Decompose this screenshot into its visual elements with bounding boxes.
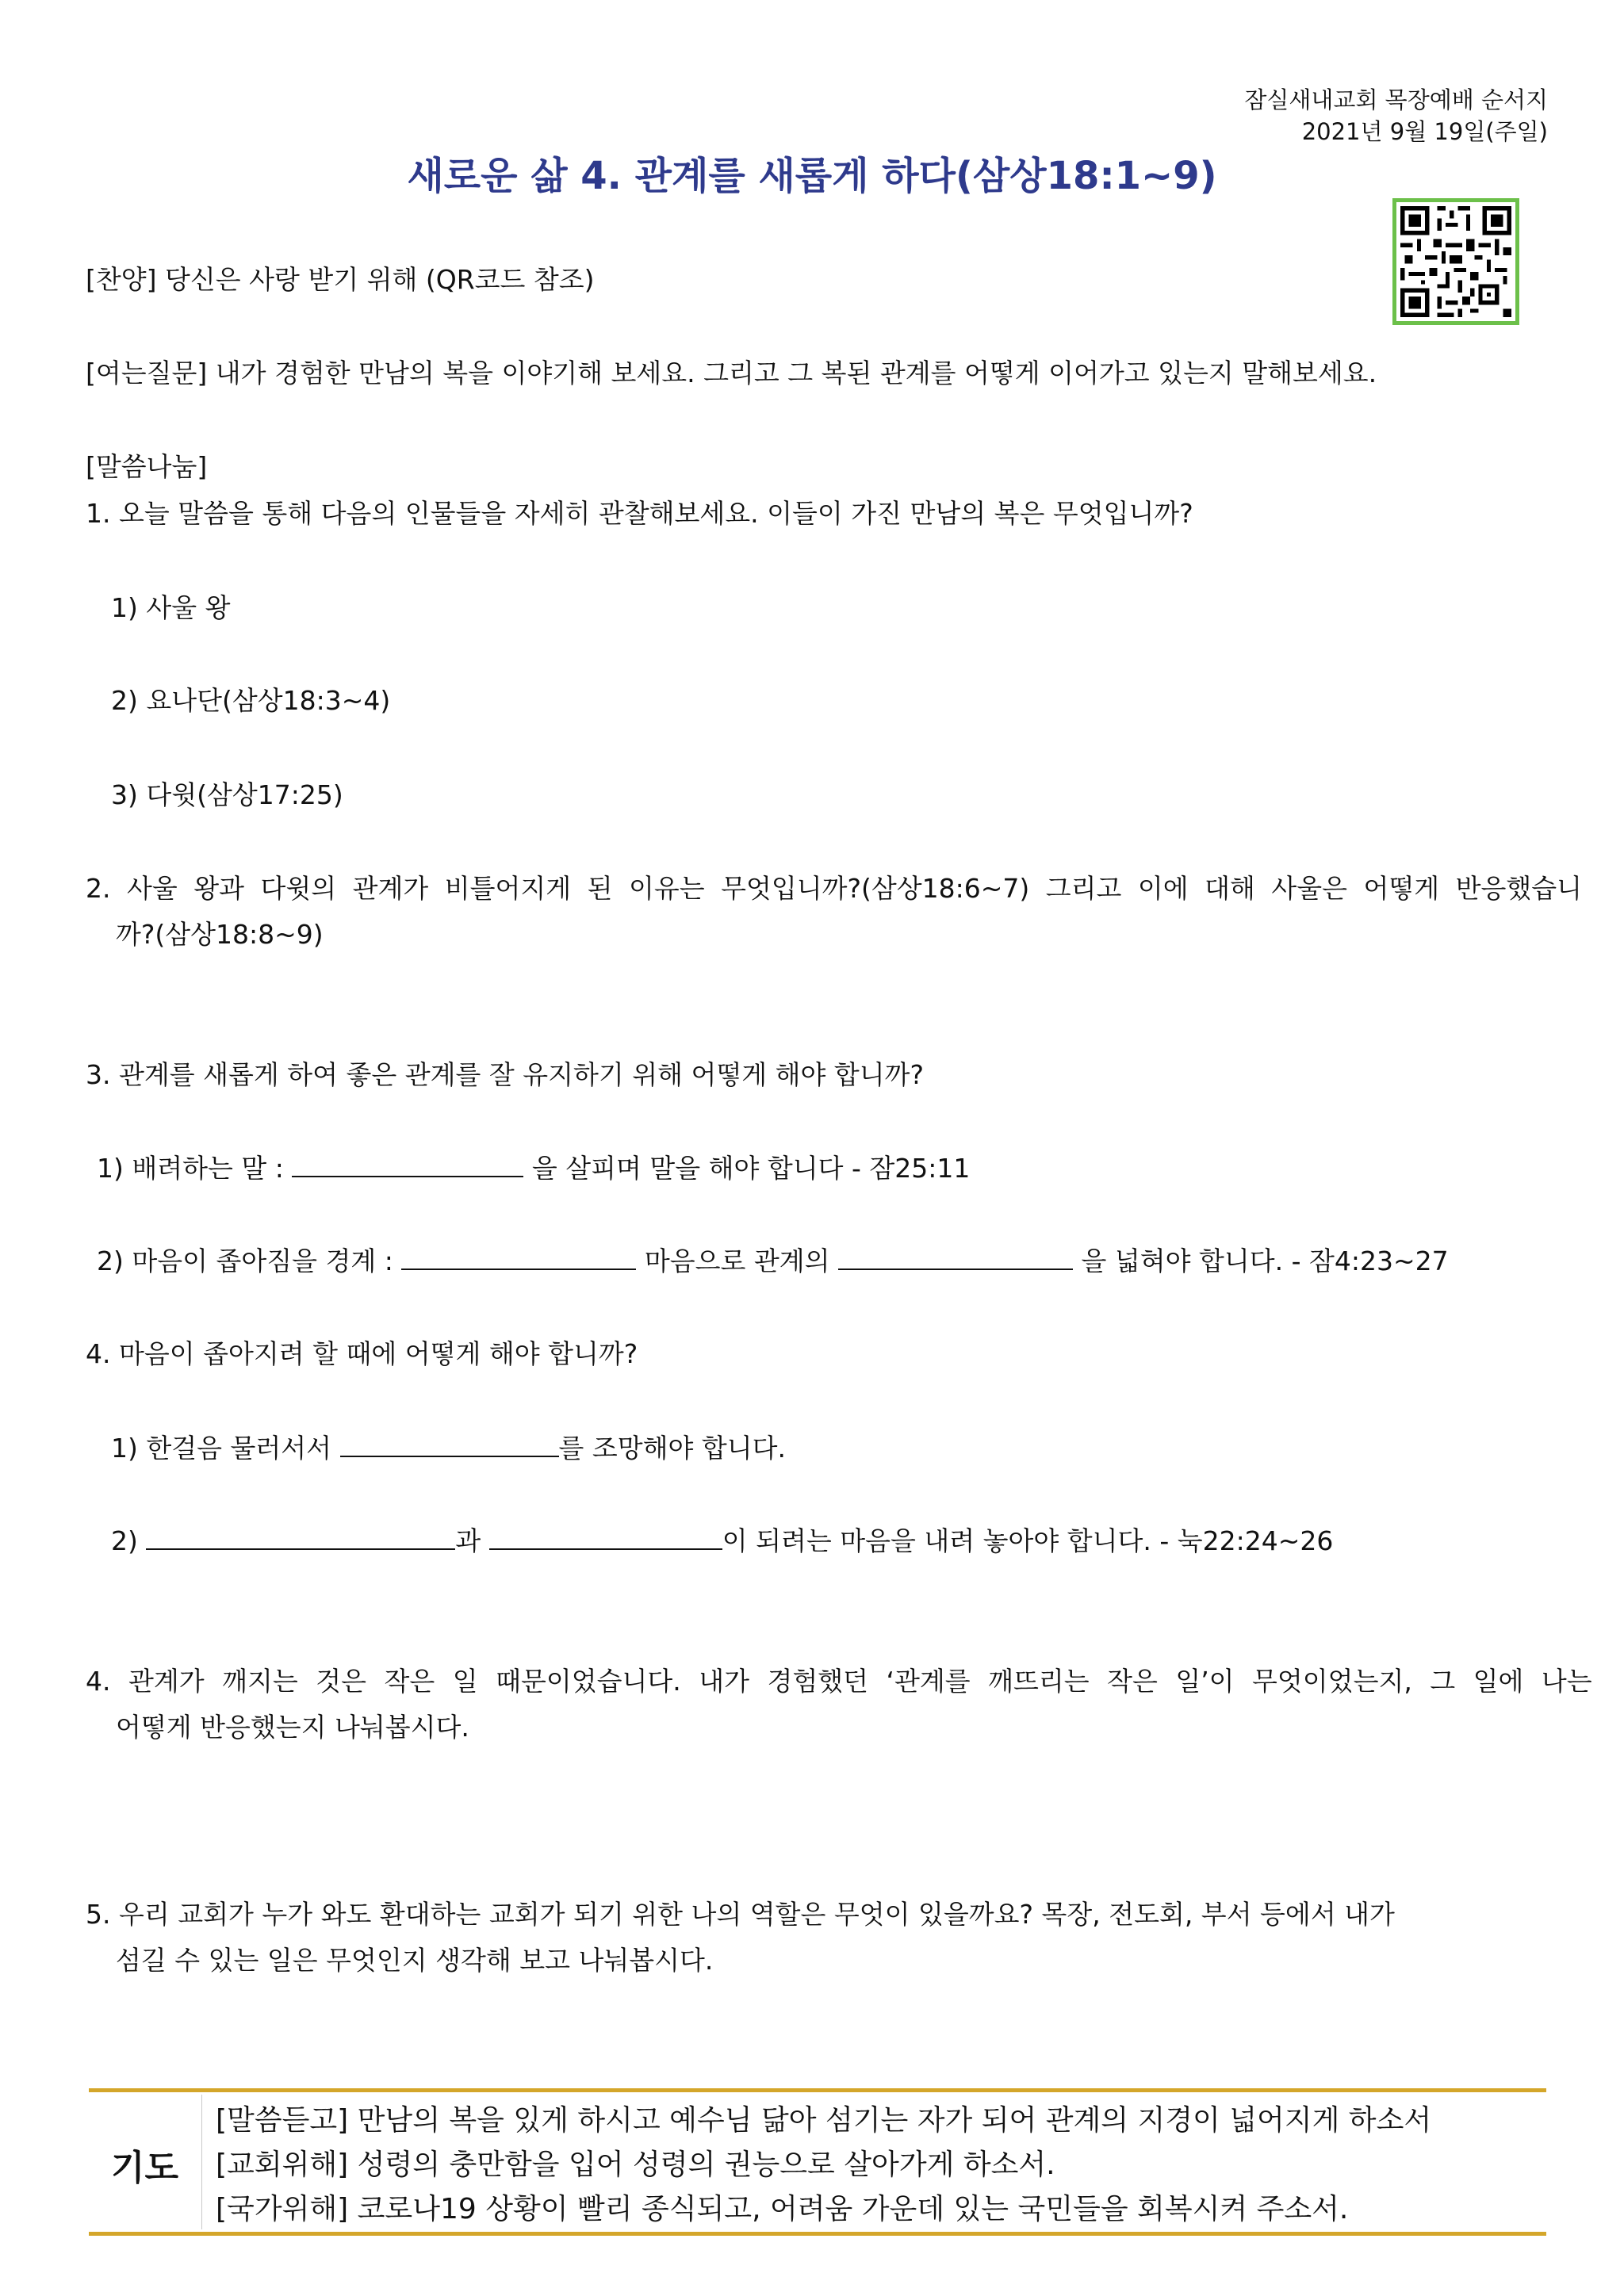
- question-3-item-2-mid: 마음으로 관계의: [644, 1246, 830, 1276]
- prayer-divider: [201, 2095, 202, 2229]
- question-3-item-1-tail: 을 살피며 말을 해야 합니다 - 잠25:11: [531, 1153, 971, 1184]
- answer-blank[interactable]: [340, 1433, 559, 1457]
- question-3-item-1: [97, 1148, 970, 1185]
- question-4-item-2-mid: 과: [455, 1525, 481, 1556]
- question-4: 4. 마음이 좁아지려 할 때에 어떻게 해야 합니까?: [86, 1338, 638, 1369]
- question-1: 1. 오늘 말씀을 통해 다음의 인물들을 자세히 관찰해보세요. 이들이 가진 만남의 복은 무엇입니까?: [86, 498, 1193, 529]
- church-name-line: 잠실새내교회 목장예배 순서지: [1244, 86, 1548, 113]
- sharing-header: [말씀나눔]: [86, 451, 208, 482]
- page-title: 새로운 삶 4. 관계를 새롭게 하다(삼상18:1~9): [407, 154, 1217, 198]
- prayer-bottom-rule: [89, 2232, 1546, 2236]
- question-5-line-1: 5. 우리 교회가 누가 와도 환대하는 교회가 되기 위한 나의 역할은 무엇이 있을까요? 목장, 전도회, 부서 등에서 내가: [86, 1899, 1395, 1930]
- hymn-line: [찬양] 당신은 사랑 받기 위해 (QR코드 참조): [86, 264, 595, 295]
- prayer-label: 기도: [111, 2148, 179, 2188]
- question-4-item-1: [111, 1428, 786, 1465]
- question-1-item-1: 1) 사울 왕: [111, 592, 231, 623]
- question-4-item-2-tail: 이 되려는 마음을 내려 놓아야 합니다. - 눅22:24~26: [722, 1525, 1334, 1556]
- question-4b-line-1: 4. 관계가 깨지는 것은 작은 일 때문이었습니다. 내가 경험했던 ‘관계를 깨뜨리는 작은 일’이 무엇이었는지, 그 일에 나는: [86, 1666, 1592, 1697]
- question-3-item-2-tail: 을 넓혀야 합니다. - 잠4:23~27: [1081, 1246, 1449, 1276]
- question-4-item-1-label: 1) 한걸음 물러서서: [111, 1433, 331, 1464]
- question-2-line-1: 2. 사울 왕과 다윗의 관계가 비틀어지게 된 이유는 무엇입니까?(삼상18:6~7) 그리고 이에 대해 사울은 어떻게 반응했습니: [86, 873, 1582, 904]
- question-4-item-1-tail: 를 조망해야 합니다.: [558, 1433, 786, 1464]
- question-3: 3. 관계를 새롭게 하여 좋은 관계를 잘 유지하기 위해 어떻게 해야 합니까?: [86, 1059, 924, 1090]
- prayer-line-1: [말씀듣고] 만남의 복을 있게 하시고 예수님 닮아 섬기는 자가 되어 관계의 지경이 넓어지게 하소서: [216, 2104, 1432, 2137]
- question-5-line-2: 섬길 수 있는 일은 무엇인지 생각해 보고 나눠봅시다.: [116, 1945, 714, 1976]
- question-4b-line-2: 어떻게 반응했는지 나눠봅시다.: [116, 1712, 469, 1743]
- answer-blank[interactable]: [489, 1526, 722, 1550]
- question-2-line-2: 까?(삼상18:8~9): [116, 919, 324, 950]
- opening-question: [여는질문] 내가 경험한 만남의 복을 이야기해 보세요. 그리고 그 복된 관계를 어떻게 이어가고 있는지 말해보세요.: [86, 358, 1377, 388]
- question-3-item-2: [97, 1241, 1449, 1278]
- question-1-item-2: 2) 요나단(삼상18:3~4): [111, 685, 391, 716]
- question-3-item-1-label: 1) 배려하는 말 :: [97, 1153, 284, 1184]
- question-4-item-2-label: 2): [111, 1525, 138, 1556]
- qr-code-icon: [1392, 198, 1519, 325]
- answer-blank[interactable]: [146, 1526, 455, 1550]
- question-3-item-2-label: 2) 마음이 좁아짐을 경계 :: [97, 1246, 393, 1276]
- date-line: 2021년 9월 19일(주일): [1301, 118, 1548, 145]
- prayer-line-2: [교회위해] 성령의 충만함을 입어 성령의 권능으로 살아가게 하소서.: [216, 2149, 1055, 2181]
- answer-blank[interactable]: [838, 1246, 1073, 1270]
- answer-blank[interactable]: [401, 1246, 636, 1270]
- question-4-item-2: [111, 1521, 1333, 1558]
- question-1-item-3: 3) 다윗(삼상17:25): [111, 779, 343, 810]
- answer-blank[interactable]: [292, 1154, 523, 1177]
- prayer-top-rule: [89, 2088, 1546, 2092]
- prayer-line-3: [국가위해] 코로나19 상황이 빨리 종식되고, 어려움 가운데 있는 국민들을 회복시켜 주소서.: [216, 2193, 1349, 2225]
